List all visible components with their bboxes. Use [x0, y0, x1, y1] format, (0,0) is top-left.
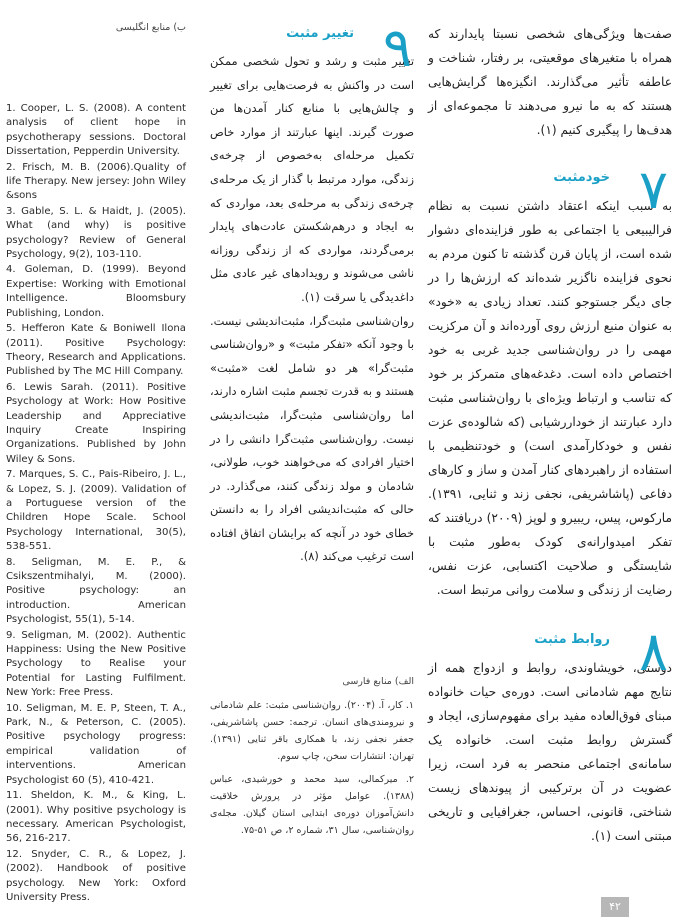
section-8-text: دوستی، خویشاوندی، روابط و ازدواج همه از نتایج مهم شادمانی است. دوره‌ی حیات خانواده مبنای فوق‌العاده مفید برای مفهوم‌سازی، ایجاد و گسترش روابط مثبت است. خانواده یک سامانه‌ی اجتماعی منحصر به فرد است، زیرا عضویت در آن برترکیبی از پیوندهای زیست شناختی، قانونی، احساس، جغرافیایی و تاریخی مبتنی است (۱).: [428, 661, 672, 843]
reference-item: 5. Hefferon Kate & Boniwell Ilona (2011). Positive Psychology: Theory, Research and Applications. Published by The MC Hill Company.: [6, 323, 186, 378]
reference-item: 10. Seligman, M. E. P, Steen, T. A., Park, N., & Peterson, C. (2005). Positive psychology progress: empirical validation of interventions. American Psychologist 60 (5), 410-421.: [6, 702, 186, 786]
section-7-number: ۷: [638, 158, 668, 221]
page-number: ۴۲: [601, 897, 629, 917]
english-references: [6, 22, 186, 906]
section-8-number: ۸: [638, 620, 668, 683]
section-9-paragraph-1: تغییر مثبت و رشد و تحول شخصی ممکن است در واکنش به فرصت‌هایی برای تغییر و چالش‌هایی با منابع کنار آمدن‌ها من صورت گیرند. اینها عبارتند از موارد خاص تکمیل مرحله‌ای به‌خصوص از چرخه‌ی زندگی، موارد مرتبط با گذار از یک مرحله‌ی چرخه‌ی زندگی به مرحله‌ی بعد، مواردی که به ایجاد و درهم‌شکستن عادت‌های پایدار برمی‌گردند، مواردی که از زندگی روزانه ناشی می‌شوند و رویدادهای غیر عادی مثل داغدیدگی یا سرقت (۱).: [210, 54, 414, 304]
reference-item: 3. Gable, S. L. & Haidt, J. (2005). What (and why) is positive psychology? Review of General Psychology, 9(2), 103-110.: [6, 205, 186, 261]
section-7-text: به سبب اینکه اعتقاد داشتن نسبت به نظام فرالیبیعی یا اجتماعی به طور فزاینده‌ای دشوار شده است، از پایان قرن گذشته تا کنون مردم به نحوی فزاینده ناگزیر شده‌اند که ارزش‌ها را در جای دیگر جستوجو کنند. تعداد زیادی به «خود» به عنوان منبع ارزش روی آورده‌اند و آن مرکزیت مهمی را در روان‌شناسی جدید غربی به خود اختصاص داده است. دغدغه‌های متمرکز بر خود که تناسب و ارتباط ویژه‌ای با روان‌شناسی مثبت دارد عبارتند از خوداررشیابی (که شالوده‌ی عزت نفس و خودکارآمدی است) و خودتنظیمی با استفاده از راهبردهای کنار آمدن و ساز و کارهای دفاعی (پاشاشریفی، نجفی زند و ثنایی، ۱۳۹۱). مارکوس، پیس، ریبیرو و لوپز (۲۰۰۹) دریافتند که تفکر امیدوارانه‌ی کودک به‌طور مثبت با شایستگی و صلاحیت اکتسابی، عزت نفس، رضایت از زندگی و سلامت روانی مرتبط است.: [428, 199, 672, 597]
persian-references-title: الف) منابع فارسی: [342, 676, 414, 687]
reference-item: 12. Snyder, C. R., & Lopez, J. (2002). Handbook of positive psychology. New York: Oxford University Press.: [6, 848, 186, 903]
section-9-title: تغییر مثبت: [286, 26, 354, 41]
section-9-heading: [210, 16, 414, 79]
right-column: [428, 22, 672, 848]
section-8-title: روابط مثبت: [534, 632, 610, 647]
english-references-title: ب) منابع انگلیسی: [115, 22, 186, 33]
section-9-number: ۹: [382, 16, 412, 79]
reference-item: 2. Frisch, M. B. (2006).Quality of life Therapy. New jersey: John Wiley &sons: [6, 161, 186, 202]
intro-paragraph: صفت‌ها ویژگی‌های شخصی نسبتا پایدارند که همراه با متغیرهای موقعیتی، بر رفتار، شناخت و عاطفه تأثیر می‌گذارند. انگیزه‌ها گرایش‌هایی هستند که به ما نیرو می‌دهند تا مجموعه‌ای از هدف‌ها را پیگیری کنیم (۱).: [428, 27, 672, 137]
persian-reference-item: ۱. کار، آ. (۲۰۰۴). روان‌شناسی مثبت: علم شادمانی و نیرومندی‌های انسان. ترجمه: حسن پاشاشریفی، جعفر نجفی زند، با همکاری باقر ثنایی (۱۳۹۱). تهران: انتشارات سخن، چاپ سوم.: [210, 700, 414, 762]
section-8-heading: [428, 620, 672, 683]
persian-reference-item: ۲. میرکمالی، سید محمد و خورشیدی، عباس (۱۳۸۸). عوامل مؤثر در پرورش خلاقیت دانش‌آموزان دوره‌ی ابتدایی استان گیلان. مجله‌ی روان‌شناسی، سال ۳۱، شماره ۲، ص ۵۱-۷۵.: [210, 774, 414, 836]
reference-item: 1. Cooper, L. S. (2008). A content analysis of client hope in psychotherapy sessions. Doctoral Dissertation, Pepperdin University.: [6, 103, 186, 158]
section-7-heading: [428, 158, 672, 221]
middle-column: [210, 16, 414, 569]
reference-item: 6. Lewis Sarah. (2011). Positive Psychology at Work: How Positive Leadership and Appreciative Inquiry Create Inspiring Organizations. Published by John Wiley & Sons.: [6, 381, 186, 465]
reference-item: 7. Marques, S. C., Pais-Ribeiro, J. L., & Lopez, S. J. (2009). Validation of a Portuguese version of the Children Hope Scale. School Psychology International, 30(5), 538-551.: [6, 469, 186, 553]
reference-item: 11. Sheldon, K. M., & King, L. (2001). Why positive psychology is necessary. American Psychologist, 56, 216-217.: [6, 790, 186, 845]
section-7-title: خودمثبت: [553, 170, 610, 185]
reference-item: 8. Seligman, M. E. P., & Csikszentmihalyi, M. (2000). Positive psychology: an introduction. American Psychologist, 55(1), 5-14.: [6, 556, 186, 626]
persian-references: [210, 676, 414, 845]
section-9-paragraph-2: روان‌شناسی مثبت‌گرا، مثبت‌اندیشی نیست. با وجود آنکه «تفکر مثبت» و «روان‌شناسی مثبت‌گرا» هر دو شامل لغت «مثبت» هستند و به قدرت تجسم مثبت اشاره دارند، اما روان‌شناسی مثبت‌گرا، مثبت‌اندیشی نیست. روان‌شناسی مثبت‌گرا دانشی را در اختیار افرادی که می‌خواهند خوب، طولانی، شادمان و مولد زندگی کنند، می‌گذارد. در حالی که مثبت‌اندیشی افراد را به دانستن خطای خود در آنچه که برایشان اتفاق افتاده است ترغیب می‌کند (۸).: [210, 313, 414, 564]
reference-item: 4. Goleman, D. (1999). Beyond Expertise: Working with Emotional Intelligence. Bloomsbury Publishing, London.: [6, 264, 186, 319]
reference-item: 9. Seligman, M. (2002). Authentic Happiness: Using the New Positive Psychology to Realise your Potential for Lasting Fulfilment. New York: Free Press.: [6, 629, 186, 699]
